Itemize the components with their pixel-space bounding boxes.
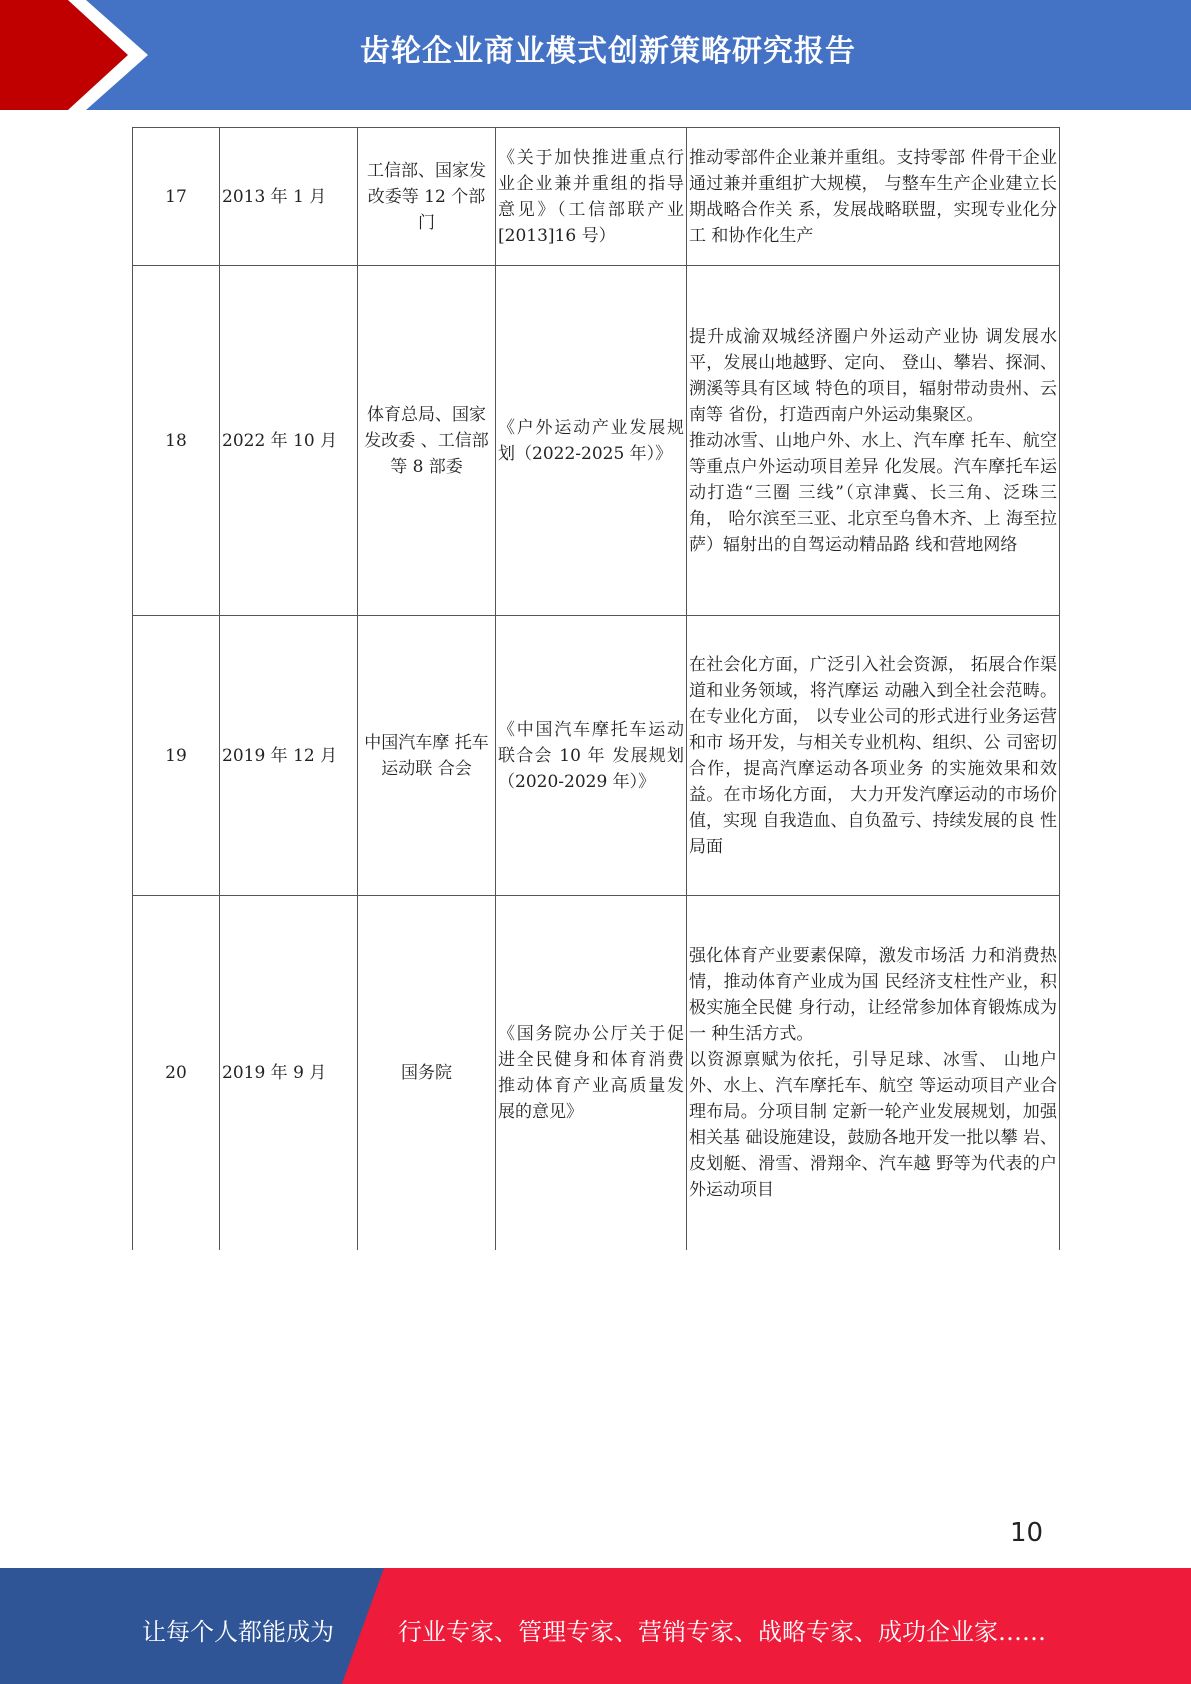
content-paragraph: 推动零部件企业兼并重组。支持零部 件骨干企业通过兼并重组扩大规模， 与整车生产企业建立长期战略合作关 系，发展战略联盟，实现专业化分工 和协作化生产 bbox=[689, 147, 1057, 246]
row-content bbox=[687, 128, 1060, 266]
row-issuer: 体育总局、国家发改委 、工信部等 8 部委 bbox=[358, 266, 496, 616]
row-issuer: 国务院 bbox=[358, 896, 496, 1250]
content-paragraph: 在社会化方面，广泛引入社会资源， 拓展合作渠道和业务领域，将汽摩运 动融入到全社会范畴。在专业化方面， 以专业公司的形式进行业务运营和市 场开发，与相关专业机构、组织、公 司密切合作，提高汽摩运动各项业务 的实施效果和效益。在市场化方面， 大力开发汽摩运动的市场价值，实现 自我造血、自负盈亏、持续发展的良 性局面 bbox=[689, 654, 1057, 857]
row-date: 2013 年 1 月 bbox=[220, 128, 358, 266]
table-row bbox=[133, 128, 1060, 266]
report-title: 齿轮企业商业模式创新策略研究报告 bbox=[360, 34, 856, 69]
page-header bbox=[0, 0, 1191, 110]
row-issuer: 工信部、国家发改委等 12 个部门 bbox=[358, 128, 496, 266]
page-footer bbox=[0, 1568, 1191, 1684]
policy-table bbox=[132, 127, 1060, 1250]
row-date: 2019 年 9 月 bbox=[220, 896, 358, 1250]
row-content bbox=[687, 896, 1060, 1250]
row-date: 2022 年 10 月 bbox=[220, 266, 358, 616]
row-number: 17 bbox=[133, 128, 220, 266]
table-row bbox=[133, 266, 1060, 616]
row-document: 《国务院办公厅关于促进全民健身和体育消费推动体育产业高质量发展的意见》 bbox=[496, 896, 687, 1250]
row-document: 《关于加快推进重点行业企业兼并重组的指导意见》（工信部联产业 [2013]16 号） bbox=[496, 128, 687, 266]
row-issuer: 中国汽车摩 托车运动联 合会 bbox=[358, 616, 496, 896]
row-date: 2019 年 12 月 bbox=[220, 616, 358, 896]
table-row bbox=[133, 616, 1060, 896]
content-paragraph: 以资源禀赋为依托，引导足球、冰雪、 山地户外、水上、汽车摩托车、航空 等运动项目产业合理布局。分项目制 定新一轮产业发展规划，加强相关基 础设施建设，鼓励各地开发一批以攀 岩、皮划艇、滑雪、滑翔伞、汽车越 野等为代表的户外运动项目 bbox=[689, 1049, 1057, 1200]
row-number: 20 bbox=[133, 896, 220, 1250]
content-paragraph: 强化体育产业要素保障，激发市场活 力和消费热情，推动体育产业成为国 民经济支柱性产业，积极实施全民健 身行动，让经常参加体育锻炼成为一 种生活方式。 bbox=[689, 945, 1057, 1044]
row-document: 《中国汽车摩托车运动联合会 10 年 发展规划（2020-2029 年）》 bbox=[496, 616, 687, 896]
row-number: 18 bbox=[133, 266, 220, 616]
footer-slogan-left: 让每个人都能成为 bbox=[142, 1618, 334, 1646]
row-content bbox=[687, 266, 1060, 616]
row-content bbox=[687, 616, 1060, 896]
row-number: 19 bbox=[133, 616, 220, 896]
content-paragraph: 提升成渝双城经济圈户外运动产业协 调发展水平，发展山地越野、定向、 登山、攀岩、探洞、溯溪等具有区域 特色的项目，辐射带动贵州、云南等 省份，打造西南户外运动集聚区。 bbox=[689, 326, 1057, 425]
table-row bbox=[133, 896, 1060, 1250]
page-number: 10 bbox=[1010, 1518, 1044, 1548]
row-document: 《户外运动产业发展规划（2022-2025 年）》 bbox=[496, 266, 687, 616]
content-paragraph: 推动冰雪、山地户外、水上、汽车摩 托车、航空等重点户外运动项目差异 化发展。汽车摩托车运动打造“三圈 三线”（京津冀、长三角、泛珠三角， 哈尔滨至三亚、北京至乌鲁木齐、上 海至拉萨）辐射出的自驾运动精品路 线和营地网络 bbox=[689, 430, 1057, 555]
footer-slogan-right: 行业专家、管理专家、营销专家、战略专家、成功企业家…… bbox=[398, 1618, 1046, 1646]
